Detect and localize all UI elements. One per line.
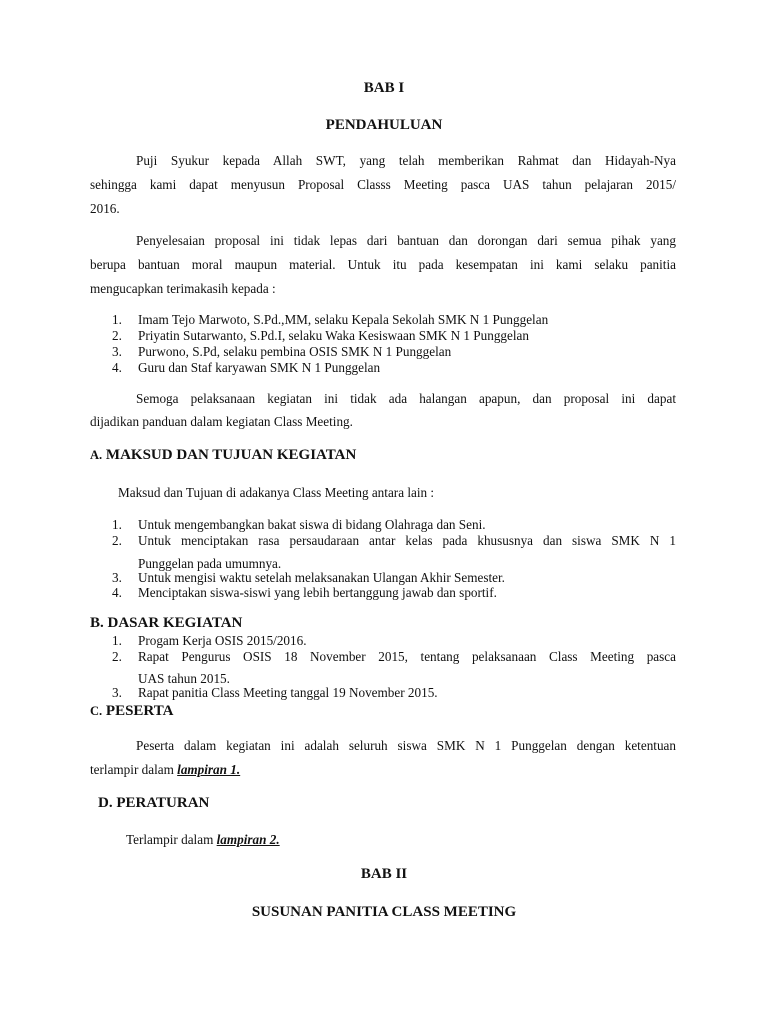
section-b-heading [90,615,242,632]
section-a-heading [90,447,356,464]
paragraph-line: mengucapkan terimakasih kepada : [90,281,276,296]
paragraph-line: Penyelesaian proposal ini tidak lepas dari bantuan dan dorongan dari semua pihak yang [136,233,676,248]
section-letter: A. [90,448,103,462]
paragraph-line [90,762,240,778]
paragraph-line: Puji Syukur kepada Allah SWT, yang telah memberikan Rahmat dan Hidayah-Nya [136,153,676,168]
list-item [112,585,497,601]
bab2-subtitle: SUSUNAN PANITIA CLASS MEETING [251,904,517,920]
list-text: Untuk mengisi waktu setelah melaksanakan Ulangan Akhir Semester. [138,570,505,585]
appendix-reference: lampiran 1. [177,762,241,777]
list-text: Untuk menciptakan rasa persaudaraan antar kelas pada khususnya dan siswa SMK N 1 [138,533,676,548]
list-number: 2. [112,533,122,548]
list-item [112,312,548,328]
paragraph-line: sehingga kami dapat menyusun Proposal Classs Meeting pasca UAS tahun pelajaran 2015/ [90,177,676,192]
list-text-continuation: Punggelan pada umumnya. [138,556,282,571]
list-item [112,570,505,586]
list-text: Rapat Pengurus OSIS 18 November 2015, tentang pelaksanaan Class Meeting pasca [138,649,676,664]
text-prefix: Terlampir dalam [126,832,217,847]
section-d-heading: D. PERATURAN [98,795,210,811]
paragraph-line: berupa bantuan moral maupun material. Untuk itu pada kesempatan ini kami selaku panitia [90,257,676,272]
list-text: Imam Tejo Marwoto, S.Pd.,MM, selaku Kepala Sekolah SMK N 1 Punggelan [138,312,549,327]
list-item [112,649,676,665]
section-letter: B. [90,615,104,631]
bab1-subtitle: PENDAHULUAN [325,117,443,133]
list-text: Priyatin Sutarwanto, S.Pd.I, selaku Waka Kesiswaan SMK N 1 Punggelan [138,328,529,343]
section-c-heading [90,703,173,720]
section-a-intro: Maksud dan Tujuan di adakanya Class Meeting antara lain : [118,485,435,500]
section-letter: C. [90,704,103,718]
list-item [112,344,451,360]
list-number: 1. [112,517,122,532]
list-text: Progam Kerja OSIS 2015/2016. [138,633,307,648]
list-item [112,360,380,376]
paragraph-line: dijadikan panduan dalam kegiatan Class Meeting. [90,414,353,429]
paragraph-line: Peserta dalam kegiatan ini adalah seluruh siswa SMK N 1 Punggelan dengan ketentuan [136,738,676,753]
list-item [112,685,438,701]
section-title: PESERTA [105,703,174,719]
paragraph-line [126,832,280,848]
list-number: 2. [112,328,122,343]
section-title: MAKSUD DAN TUJUAN KEGIATAN [105,447,357,463]
paragraph-line: Semoga pelaksanaan kegiatan ini tidak ada halangan apapun, dan proposal ini dapat [136,391,676,406]
list-text-continuation: UAS tahun 2015. [138,671,230,686]
bab1-title: BAB I [363,80,405,96]
text-prefix: terlampir dalam [90,762,178,777]
list-number: 3. [112,344,122,359]
bab2-title: BAB II [360,866,408,882]
list-number: 3. [112,570,122,585]
paragraph-line: 2016. [90,201,120,216]
list-item [112,328,529,344]
list-text: Purwono, S.Pd, selaku pembina OSIS SMK N 1 Punggelan [138,344,452,359]
list-number: 3. [112,685,122,700]
list-number: 1. [112,633,122,648]
list-text: Guru dan Staf karyawan SMK N 1 Punggelan [138,360,381,375]
list-number: 2. [112,649,122,664]
list-text: Menciptakan siswa-siswi yang lebih bertanggung jawab dan sportif. [138,585,497,600]
appendix-reference: lampiran 2. [216,832,280,847]
list-number: 1. [112,312,122,327]
list-text: Untuk mengembangkan bakat siswa di bidang Olahraga dan Seni. [138,517,486,532]
list-item [112,517,486,533]
section-title: DASAR KEGIATAN [107,615,243,631]
list-number: 4. [112,585,122,600]
list-text: Rapat panitia Class Meeting tanggal 19 November 2015. [138,685,438,700]
list-item [112,633,307,649]
list-number: 4. [112,360,122,375]
list-item [112,533,676,549]
